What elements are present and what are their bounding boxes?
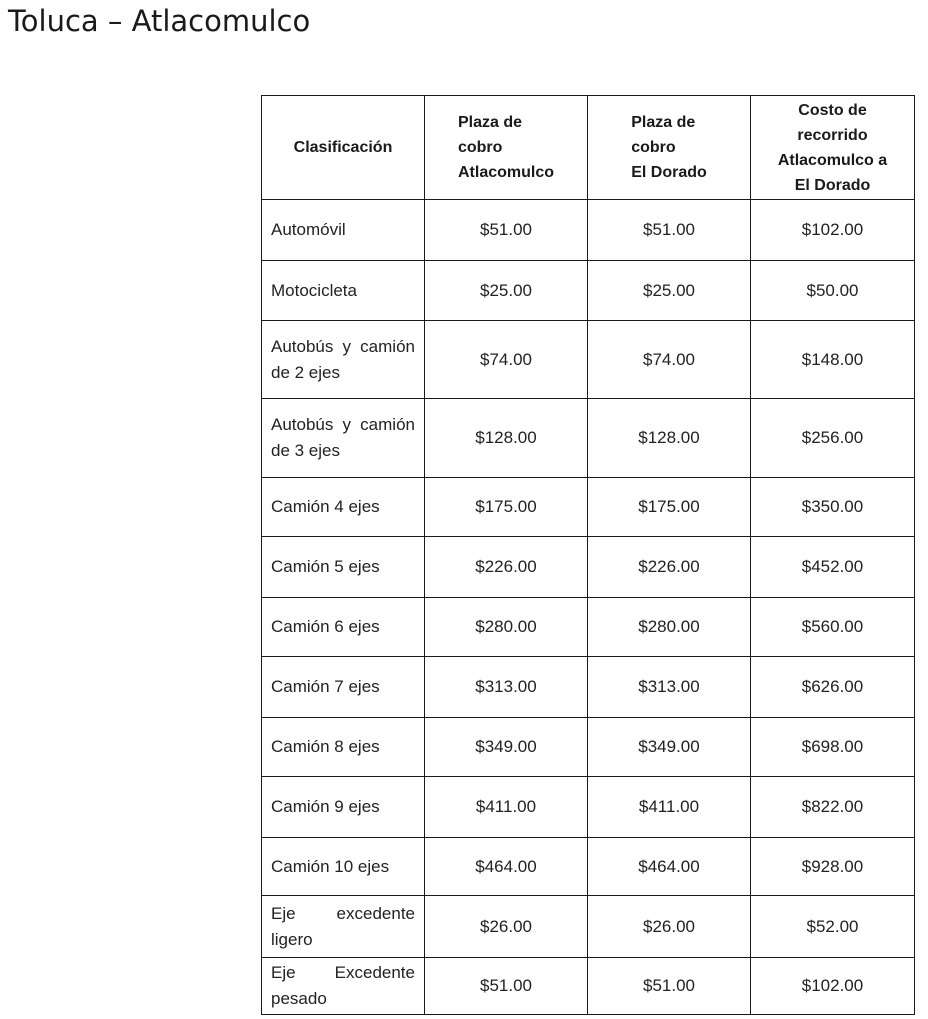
cell-costo: $102.00 [751,200,915,261]
cell-clasificacion: Motocicleta [262,261,425,321]
cell-atlacomulco: $349.00 [425,718,588,777]
cell-clasificacion: Autobús y camión de 3 ejes [262,399,425,478]
header-plaza-atlacomulco: Plaza de cobro Atlacomulco [425,96,588,200]
table-row [262,478,915,537]
table-row [262,896,915,958]
cell-costo: $560.00 [751,598,915,657]
cell-atlacomulco: $464.00 [425,838,588,896]
cell-costo: $928.00 [751,838,915,896]
cell-el-dorado: $280.00 [588,598,751,657]
cell-clasificacion: Camión 6 ejes [262,598,425,657]
table-row [262,958,915,1015]
cell-clasificacion: Camión 8 ejes [262,718,425,777]
cell-atlacomulco: $26.00 [425,896,588,958]
cell-atlacomulco: $226.00 [425,537,588,598]
table-row [262,200,915,261]
cell-costo: $102.00 [751,958,915,1015]
page-title: Toluca – Atlacomulco [8,4,311,38]
cell-costo: $52.00 [751,896,915,958]
cell-el-dorado: $313.00 [588,657,751,718]
header-costo-recorrido: Costo de recorrido Atlacomulco a El Dorado [751,96,915,200]
cell-clasificacion: Camión 9 ejes [262,777,425,838]
cell-clasificacion: Eje Excedente pesado [262,958,425,1015]
cell-el-dorado: $349.00 [588,718,751,777]
cell-el-dorado: $26.00 [588,896,751,958]
table-row [262,657,915,718]
cell-atlacomulco: $175.00 [425,478,588,537]
toll-rates-table [261,95,915,1015]
table-row [262,777,915,838]
table-row [262,537,915,598]
cell-clasificacion: Autobús y camión de 2 ejes [262,321,425,399]
cell-costo: $148.00 [751,321,915,399]
table-row [262,321,915,399]
cell-clasificacion: Eje excedente ligero [262,896,425,958]
cell-costo: $626.00 [751,657,915,718]
table-row [262,261,915,321]
table-header-row [262,96,915,200]
cell-clasificacion: Camión 4 ejes [262,478,425,537]
cell-el-dorado: $411.00 [588,777,751,838]
cell-el-dorado: $464.00 [588,838,751,896]
cell-atlacomulco: $128.00 [425,399,588,478]
cell-atlacomulco: $25.00 [425,261,588,321]
cell-atlacomulco: $280.00 [425,598,588,657]
cell-el-dorado: $175.00 [588,478,751,537]
cell-atlacomulco: $313.00 [425,657,588,718]
cell-el-dorado: $226.00 [588,537,751,598]
table-row [262,399,915,478]
header-plaza-el-dorado: Plaza de cobro El Dorado [588,96,751,200]
cell-costo: $256.00 [751,399,915,478]
cell-costo: $822.00 [751,777,915,838]
cell-atlacomulco: $411.00 [425,777,588,838]
cell-costo: $698.00 [751,718,915,777]
cell-clasificacion: Automóvil [262,200,425,261]
cell-costo: $350.00 [751,478,915,537]
header-clasificacion: Clasificación [262,96,425,200]
cell-el-dorado: $51.00 [588,200,751,261]
cell-atlacomulco: $51.00 [425,958,588,1015]
cell-el-dorado: $74.00 [588,321,751,399]
cell-atlacomulco: $74.00 [425,321,588,399]
cell-clasificacion: Camión 10 ejes [262,838,425,896]
cell-clasificacion: Camión 5 ejes [262,537,425,598]
cell-atlacomulco: $51.00 [425,200,588,261]
table-row [262,718,915,777]
cell-clasificacion: Camión 7 ejes [262,657,425,718]
cell-costo: $452.00 [751,537,915,598]
table-row [262,838,915,896]
cell-el-dorado: $128.00 [588,399,751,478]
cell-el-dorado: $25.00 [588,261,751,321]
cell-el-dorado: $51.00 [588,958,751,1015]
table-row [262,598,915,657]
cell-costo: $50.00 [751,261,915,321]
